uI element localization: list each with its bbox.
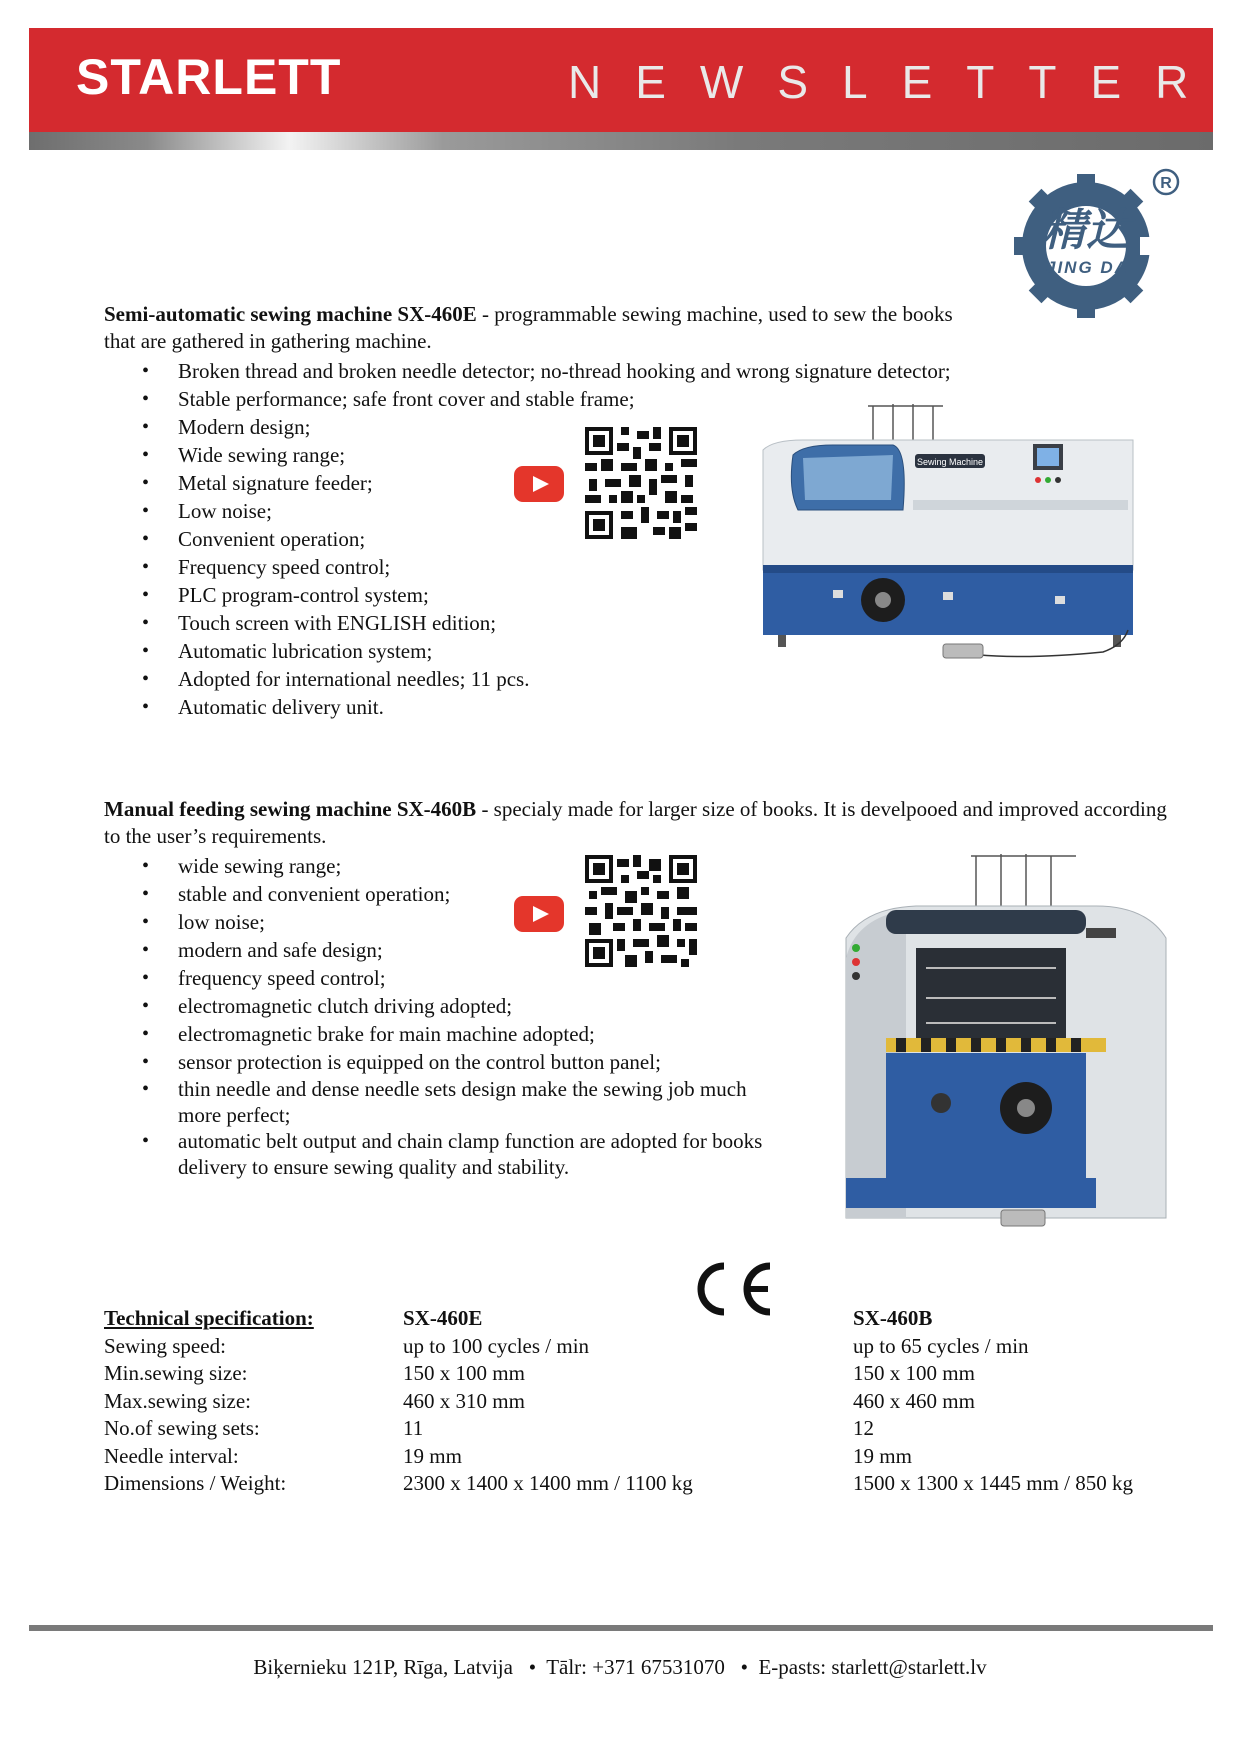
product1-name: Semi-automatic sewing machine SX-460E <box>104 302 477 326</box>
spec-title: Technical specification: <box>104 1306 314 1330</box>
machine-label: Sewing Machine <box>916 457 984 467</box>
spec-value: 19 mm <box>853 1443 912 1468</box>
list-item: • modern and safe design; <box>104 936 794 964</box>
footer-separator: • <box>528 1655 537 1679</box>
list-item: • Stable performance; safe front cover and stable frame; <box>104 385 951 413</box>
spec-value: 460 x 460 mm <box>853 1388 975 1413</box>
jingda-chinese-name: 精达 <box>1042 205 1130 256</box>
list-item: • Touch screen with ENGLISH edition; <box>104 609 951 637</box>
list-item: • Modern design; <box>104 413 951 441</box>
product1-description: - programmable sewing machine, used to sew the books that are gathered in gathering machine. <box>104 302 953 353</box>
spec-value: up to 100 cycles / min <box>403 1333 590 1358</box>
list-item: • Automatic lubrication system; <box>104 637 951 665</box>
list-item: • sensor protection is equipped on the control button panel; <box>104 1048 794 1076</box>
spec-label: Min.sewing size: <box>104 1361 248 1385</box>
list-item: • Automatic delivery unit. <box>104 693 951 721</box>
product2-description: - specialy made for larger size of books. It is develpooed and improved according to the user’s requirements. <box>104 797 1167 848</box>
list-item: • electromagnetic clutch driving adopted; <box>104 992 794 1020</box>
list-item: • Wide sewing range; <box>104 441 951 469</box>
list-item: • wide sewing range; <box>104 852 794 880</box>
jingda-english-name: JING DA <box>1046 258 1129 277</box>
spec-label: Sewing speed: <box>104 1333 226 1358</box>
footer-contact <box>0 1655 1240 1680</box>
qr-code-icon[interactable] <box>585 855 697 967</box>
spec-label: Dimensions / Weight: <box>104 1471 287 1495</box>
list-item: • Low noise; <box>104 497 951 525</box>
list-item: • automatic belt output and chain clamp function are adopted for books delivery to ensure sewing quality and stability. <box>104 1128 794 1180</box>
spec-value: 19 mm <box>403 1443 462 1468</box>
spec-column-sx460b <box>853 1305 1223 1498</box>
list-item: • electromagnetic brake for main machine adopted; <box>104 1020 794 1048</box>
list-item: • Metal signature feeder; <box>104 469 951 497</box>
youtube-play-icon[interactable] <box>514 466 564 502</box>
product2-name: Manual feeding sewing machine SX-460B <box>104 797 477 821</box>
list-item: • Convenient operation; <box>104 525 951 553</box>
list-item: • frequency speed control; <box>104 964 794 992</box>
footer-address: Biķernieku 121P, Rīga, Latvija <box>253 1655 513 1679</box>
product1-intro <box>104 301 984 355</box>
spec-value: 1500 x 1300 x 1445 mm / 850 kg <box>853 1471 1134 1495</box>
spec-label: No.of sewing sets: <box>104 1416 260 1440</box>
footer-divider <box>29 1625 1213 1631</box>
list-item: • Adopted for international needles; 11 pcs. <box>104 665 951 693</box>
spec-value: 12 <box>853 1416 874 1440</box>
spec-value: 150 x 100 mm <box>853 1361 975 1385</box>
list-item: • Broken thread and broken needle detector; no-thread hooking and wrong signature detector; <box>104 357 951 385</box>
footer-separator: • <box>740 1655 748 1679</box>
spec-col-heading: SX-460B <box>853 1306 933 1330</box>
list-item: • Frequency speed control; <box>104 553 951 581</box>
spec-value: up to 65 cycles / min <box>853 1333 1029 1358</box>
list-item: • PLC program-control system; <box>104 581 951 609</box>
sx-460e-machine-image <box>743 400 1143 690</box>
spec-value: 150 x 100 mm <box>403 1361 525 1385</box>
spec-label: Needle interval: <box>104 1443 239 1468</box>
spec-value: 11 <box>403 1416 424 1440</box>
spec-col-heading: SX-460E <box>403 1306 483 1330</box>
svg-text:R: R <box>1160 175 1172 192</box>
spec-value: 460 x 310 mm <box>403 1388 525 1413</box>
list-item: • stable and convenient operation; <box>104 880 794 908</box>
spec-column-sx460e <box>403 1305 803 1498</box>
footer-phone: Tālr: +371 67531070 <box>546 1655 725 1679</box>
sx-460b-machine-image <box>826 848 1176 1238</box>
spec-labels <box>104 1305 404 1498</box>
spec-value: 2300 x 1400 x 1400 mm / 1100 kg <box>403 1471 693 1495</box>
spec-label: Max.sewing size: <box>104 1388 251 1413</box>
list-item: • low noise; <box>104 908 794 936</box>
qr-code-icon[interactable] <box>585 427 697 539</box>
list-item: • thin needle and dense needle sets design make the sewing job much more perfect; <box>104 1076 794 1128</box>
starlett-logo: STARLETT <box>76 49 342 105</box>
header-gradient-bar <box>29 132 1213 150</box>
footer-email[interactable]: E-pasts: starlett@starlett.lv <box>758 1655 987 1679</box>
youtube-play-icon[interactable] <box>514 896 564 932</box>
newsletter-title: NEWSLETTER <box>568 56 1223 108</box>
product2-intro <box>104 796 1184 850</box>
